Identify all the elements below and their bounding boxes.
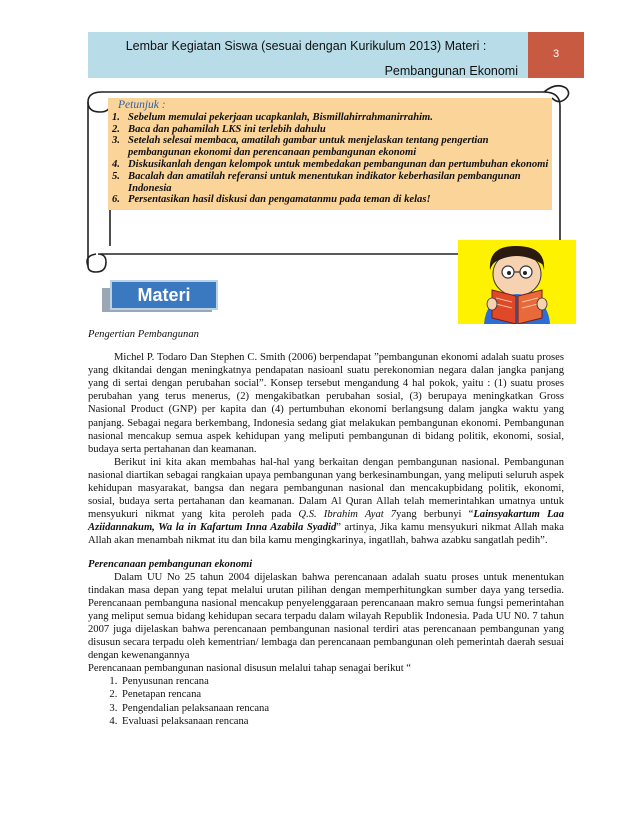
- quran-reference: Q.S. Ibrahim Ayat 7: [298, 509, 397, 521]
- section-title: Pengertian Pembangunan: [88, 329, 199, 340]
- instructions-box: [108, 98, 552, 210]
- materi-label: Materi: [110, 280, 218, 310]
- header-title: Lembar Kegiatan Siswa (sesuai dengan Kurikulum 2013) Materi :: [125, 39, 487, 53]
- list-item: 1. Penyusunan rencana: [120, 675, 564, 688]
- list-item: 2. Penetapan rencana: [120, 688, 564, 701]
- instruction-item: 1. Sebelum memulai pekerjaan ucapkanlah, Bismillahirrahmanirrahim.: [112, 111, 433, 123]
- reading-student-icon: [458, 240, 576, 324]
- instruction-item: 4. Diskusikanlah dengan kelompok untuk membedakan pembangunan dan pertumbuhan ekonomi: [112, 158, 549, 170]
- instruction-item: 6. Persentasikan hasil diskusi dan pengamatanmu pada teman di kelas!: [112, 194, 431, 206]
- paragraph: Dalam UU No 25 tahun 2004 dijelaskan bahwa perencanaan adalah suatu proses untuk menentukan tindakan masa depan yang tepat melalui urutan pilihan dengan memperhitungkan sumber daya yang tersedia. Perencanaan pembanguna nasional mencakup penyelenggaraan perencanaan makro semua fungsi pemerintahan yang meliput semua bidang kehidupan secara terpadu dalam wilayah Republik Indonesia. Pada UU N0. 7 tahun 2007 juga dijelaskan bahwa perencanaan pembangunan nasional terdiri atas perencanaan pembangunan yang disusun secara terpadu oleh kementrian/ lembaga dan perencanaan pembangunan oleh pemerintah daerah sesuai dengan kewenangannya: [88, 571, 564, 662]
- quran-quote: Lainsyakartum Laa Aziidannakum, Wa la in Kafartum Inna Azabila Syadid: [88, 509, 565, 534]
- steps-lead: Perencanaan pembangunan nasional disusun melalui tahap senagai berikut “: [88, 663, 412, 675]
- header-subtitle: Pembangunan Ekonomi: [384, 64, 518, 78]
- instruction-item: 3. Setelah selesai membaca, amatilah gambar untuk menjelaskan tentang pengertian pembangunan ekonomi dan perencanaan pembangunan ekonomi: [112, 135, 489, 159]
- paragraph: Berikut ini kita akan membahas hal-hal yang berkaitan dengan pembangunan nasional. Pembangunan nasional diartikan sebagai rangkaian upaya pembangunan yang berkesinambungan, yang meliputi seluruh aspek kehidupan masyarakat, bangsa dan negara pembangunan nasional dan mencakupbidang politik, ekonomi, sosial, budaya serta pertahanan dan keamanan. Dalam Al Quran Allah telah memerintahkan umatnya untuk mensyukuri nikmat yang kita peroleh pada Q.S. Ibrahim Ayat 7yang berbunyi “Lainsyakartum Laa Aziidannakum, Wa la in Kafartum Inna Azabila Syadid” artinya, Jika kamu mensyukuri nikmat Allah maka Allah akan menambah nikmat itu dan bila kamu mengingkarinya, ingatllah, bahwa azabku sangatlah pedih”.: [88, 456, 565, 547]
- content-body: [88, 328, 564, 728]
- page-number: 3: [528, 32, 584, 78]
- instruction-item: 2. Baca dan pahamilah LKS ini terlebih dahulu: [112, 123, 326, 135]
- steps-list: [88, 675, 564, 727]
- list-item: 3. Pengendalian pelaksanaan rencana: [120, 702, 564, 715]
- paragraph: Michel P. Todaro Dan Stephen C. Smith (2006) berpendapat ”pembangunan ekonomi adalah suatu proses yang dkitandai dengan meningkatnya pendapatan nasioanl suatu perekonomian negara dalan jangka panjang yang di sertai dengan perubahan social”. Konsep tersebut mengandung 4 hal pokok, yaitu : (1) suatu proses perubahan yang terus menerus, (2) mengakibatkan perubahan sosial, (3) berupaya meningkatkan Gross Nasional Product (GNP) per kapita dan (4) pertumbuhan ekonomi berlangsung dalam jangka waktu yang panjang. Sebagai negara berkembang, Indonesia sedang giat melakukan pembangunan ekonomi. Pembangunan nasional mencakup semua aspek kehidupan yang meliputi pembangunan di bidang politik, ekonomi, sosial, budaya serta pertahanan dan keamanan.: [88, 352, 564, 455]
- list-item: 4. Evaluasi pelaksanaan rencana: [120, 715, 564, 728]
- instruction-item: 5. Bacalah dan amatilah referansi untuk menentukan indikator keberhasilan pembangunan Indonesia: [112, 170, 521, 194]
- section-title: Perencanaan pembangunan ekonomi: [88, 558, 253, 570]
- instructions-title: Petunjuk :: [118, 99, 166, 111]
